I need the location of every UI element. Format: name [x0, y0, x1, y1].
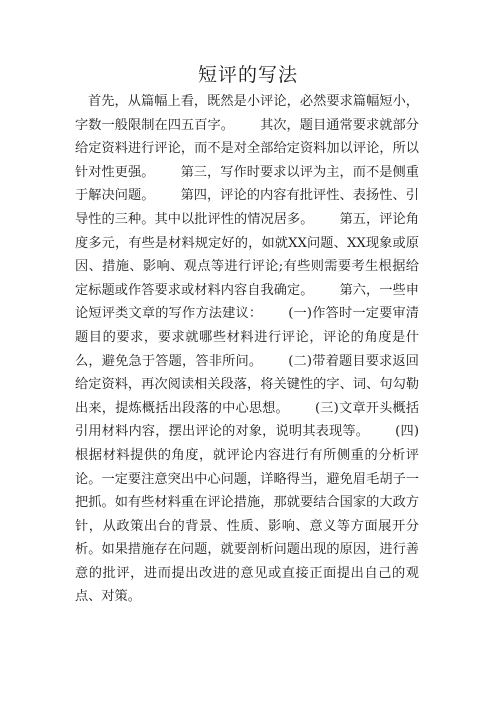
paragraph-segment-10: (四)根据材料提供的角度，就评论内容进行有所侧重的分析评论。一定要注意突出中心问题，详略得当，避免眉毛胡子一把抓。如有些材料重在评论措施，那就要结合国家的大政方针，从政策出台的背景、性质、影响、意义等方面展开分析。如果措施存在问题，就要剖析问题出现的原因，进行善意的批评，进而提出改进的意见或直接正面提出自己的观点、对策。	[75, 424, 419, 605]
paragraph-segment-6: 第六，一些申论短评类文章的写作方法建议：	[75, 282, 419, 322]
paragraph-segment-4: 第四，评论的内容有批评性、表扬性、引导性的三种。其中以批评性的情况居多。	[75, 188, 419, 227]
paragraph-segment-7: (一)作答时一定要审清题目的要求，要求就哪些材料进行评论，评论的角度是什么，避免急于答题，答非所问。	[75, 306, 419, 369]
paragraph-segment-1: 首先，从篇幅上看，既然是小评论，必然要求篇幅短小，字数一般限制在四五百字。	[75, 94, 419, 133]
page-title: 短评的写法	[197, 64, 298, 86]
article-body	[75, 90, 419, 609]
paragraph-segment-8: (二)带着题目要求返回给定资料，再次阅读相关段落，将关键性的字、词、句勾勒出来，提炼概括出段落的中心思想。	[75, 353, 419, 416]
paragraph-segment-5: 第五，评论角度多元，有些是材料规定好的，如就XX问题、XX现象或原因、措施、影响、观点等进行评论;有些则需要考生根据给定标题或作答要求或材料内容自我确定。	[75, 211, 419, 298]
paragraph-segment-2: 其次，题目通常要求就部分给定资料进行评论，而不是对全部给定资料加以评论，所以针对性更强。	[75, 117, 419, 180]
paragraph-segment-9: (三)文章开头概括引用材料内容，摆出评论的对象，说明其表现等。	[75, 400, 420, 440]
paragraph-segment-3: 第三，写作时要求以评为主，而不是侧重于解决问题。	[75, 164, 419, 204]
